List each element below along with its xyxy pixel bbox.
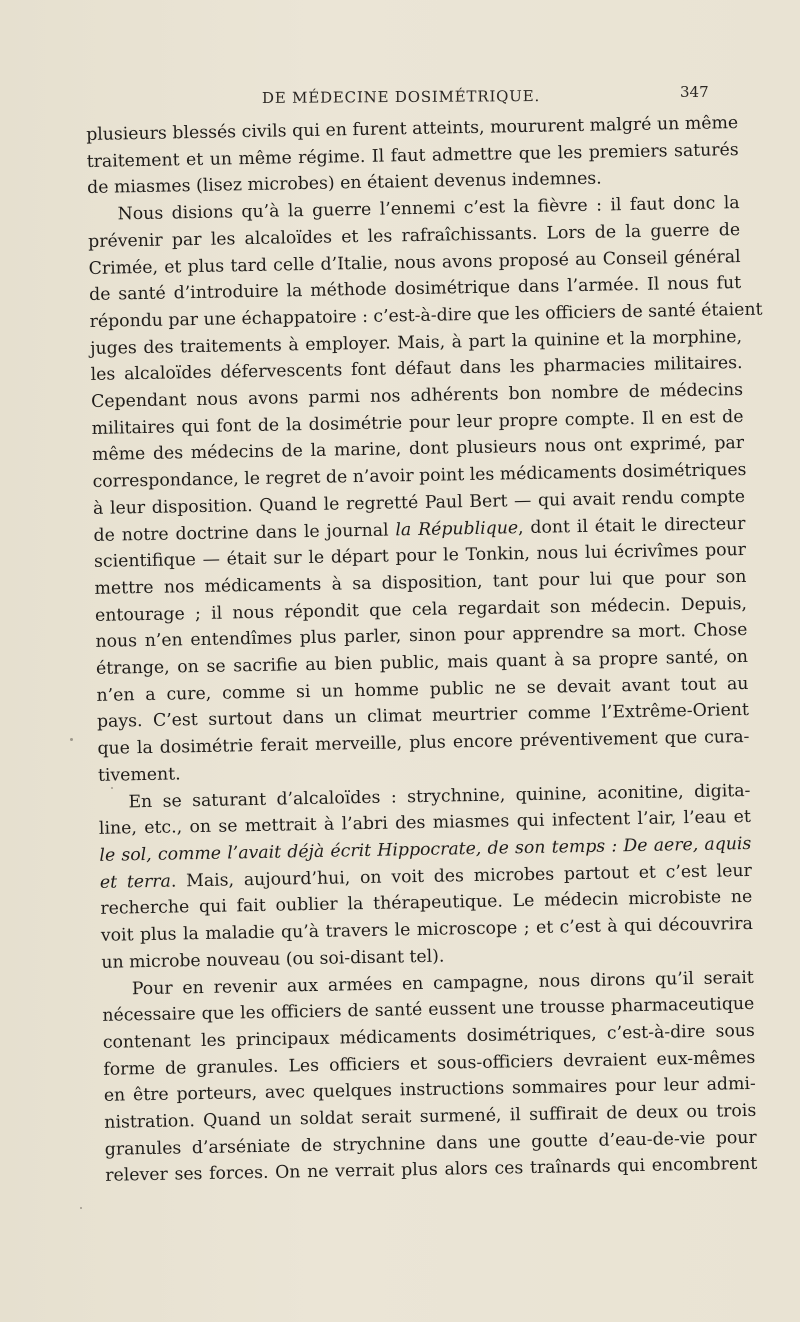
text-line: en être porteurs, avec quelques instructions sommaires pour leur admi- <box>103 1074 756 1107</box>
paragraph-1 <box>86 110 739 202</box>
text-line: les alcaloïdes défervescents font défaut dans les pharmacies militaires. <box>90 353 743 386</box>
running-title: DE MÉDECINE DOSIMÉTRIQUE. <box>261 87 541 107</box>
text-line: entourage ; il nous répondit que cela regardait son médecin. Depuis, <box>94 593 748 626</box>
text-line: mettre nos médicaments à sa disposition, tant pour lui que pour son <box>94 566 747 599</box>
text-line: même des médecins de la marine, dont plusieurs nous ont exprimé, par <box>91 433 745 466</box>
text-line: à leur disposition. Quand le regretté Paul Bert — qui avait rendu compte <box>92 486 746 519</box>
text-line: de miasmes (lisez microbes) en étaient devenus indemnes. <box>87 168 602 199</box>
text-line: line, etc., on se mettrait à l’abri des miasmes qui infectent l’air, l’eau et <box>98 807 752 840</box>
paragraph-3 <box>98 778 753 977</box>
text-line: étrange, on se sacrifie au bien public, mais quant à sa propre santé, on <box>95 647 749 679</box>
text-line: répondu par une échappatoire : c’est-à-dire que les officiers de santé étaient <box>89 299 763 332</box>
text-line-with-italic: et terra. Mais, aujourd’hui, on voit des microbes partout et c’est leur <box>99 860 753 893</box>
paragraph-2 <box>87 190 763 789</box>
text-line: Cependant nous avons parmi nos adhérents bon nombre de médecins <box>90 380 744 412</box>
text-line: juges des traitements à employer. Mais, à part la quinine et la morphine, <box>89 326 743 359</box>
text-line: Pour en revenir aux armées en campagne, nous dirons qu’il serait <box>131 967 754 999</box>
text-line: contenant les principaux médicaments dosimétriques, c’est-à-dire sous <box>102 1020 755 1053</box>
text-line: Crimée, et plus tard celle d’Italie, nous avons proposé au Conseil général <box>88 246 741 279</box>
text-line: n’en a cure, comme si un homme public ne se devait avant tout au <box>96 673 749 706</box>
text-line: nécessaire que les officiers de santé eussent une trousse pharmaceutique <box>102 994 755 1027</box>
text-line: que la dosimétrie ferait merveille, plus encore préventivement que cura- <box>97 727 750 760</box>
text-line: tivement. <box>97 764 181 786</box>
text-line: nistration. Quand un soldat serait surmené, il suffirait de deux ou trois <box>104 1100 757 1133</box>
text-line-with-italic: de notre doctrine dans le journal la République, dont il était le directeur <box>93 513 746 546</box>
text-line: granules d’arséniate de strychnine dans une goutte d’eau-de-vie pour <box>104 1127 757 1160</box>
text-line: un microbe nouveau (ou soi-disant tel). <box>101 946 445 973</box>
italic-text: le sol, comme l’avait déjà écrit Hippocrate, de son temps : De aere, aquis <box>99 833 752 866</box>
text-line: Nous disions qu’à la guerre l’ennemi c’est la fièvre : il faut donc la <box>117 193 740 225</box>
italic-text: la République <box>395 517 519 540</box>
paper-speck <box>70 738 73 741</box>
body-text <box>86 110 763 1190</box>
paper-speck <box>80 1207 82 1209</box>
text-line: scientifique — était sur le départ pour le Tonkin, nous lui écrivîmes pour <box>93 540 747 573</box>
page-number: 347 <box>680 83 709 101</box>
text-line: recherche qui fait oublier la thérapeutique. Le médecin microbiste ne <box>100 887 753 920</box>
text-line: relever ses forces. On ne verrait plus alors ces traînards qui encombrent <box>105 1154 758 1187</box>
text-line: correspondance, le regret de n’avoir point les médicaments dosimétriques <box>92 460 747 493</box>
text-line: traitement et un même régime. Il faut admettre que les premiers saturés <box>86 139 739 172</box>
text-line: forme de granules. Les officiers et sous-officiers devraient eux-mêmes <box>103 1047 756 1080</box>
paper-speck <box>111 787 113 789</box>
text-line: prévenir par les alcaloïdes et les rafraîchissants. Lors de la guerre de <box>88 219 741 252</box>
text-line: plusieurs blessés civils qui en furent atteints, moururent malgré un même <box>86 113 739 145</box>
text-line: nous n’en entendîmes plus parler, sinon pour apprendre sa mort. Chose <box>95 620 748 653</box>
text-line: militaires qui font de la dosimétrie pour leur propre compte. Il en est de <box>91 406 744 439</box>
paragraph-4 <box>102 964 758 1190</box>
text-line: voit plus la maladie qu’à travers le microscope ; et c’est à qui découvrira <box>100 914 753 946</box>
italic-text: et terra <box>99 871 172 893</box>
text-line: de santé d’introduire la méthode dosimétrique dans l’armée. Il nous fut <box>88 273 742 306</box>
text-line: En se saturant d’alcaloïdes : strychnine, quinine, aconitine, digita- <box>128 780 751 812</box>
text-line: pays. C’est surtout dans un climat meurtrier comme l’Extrême-Orient <box>96 700 750 733</box>
